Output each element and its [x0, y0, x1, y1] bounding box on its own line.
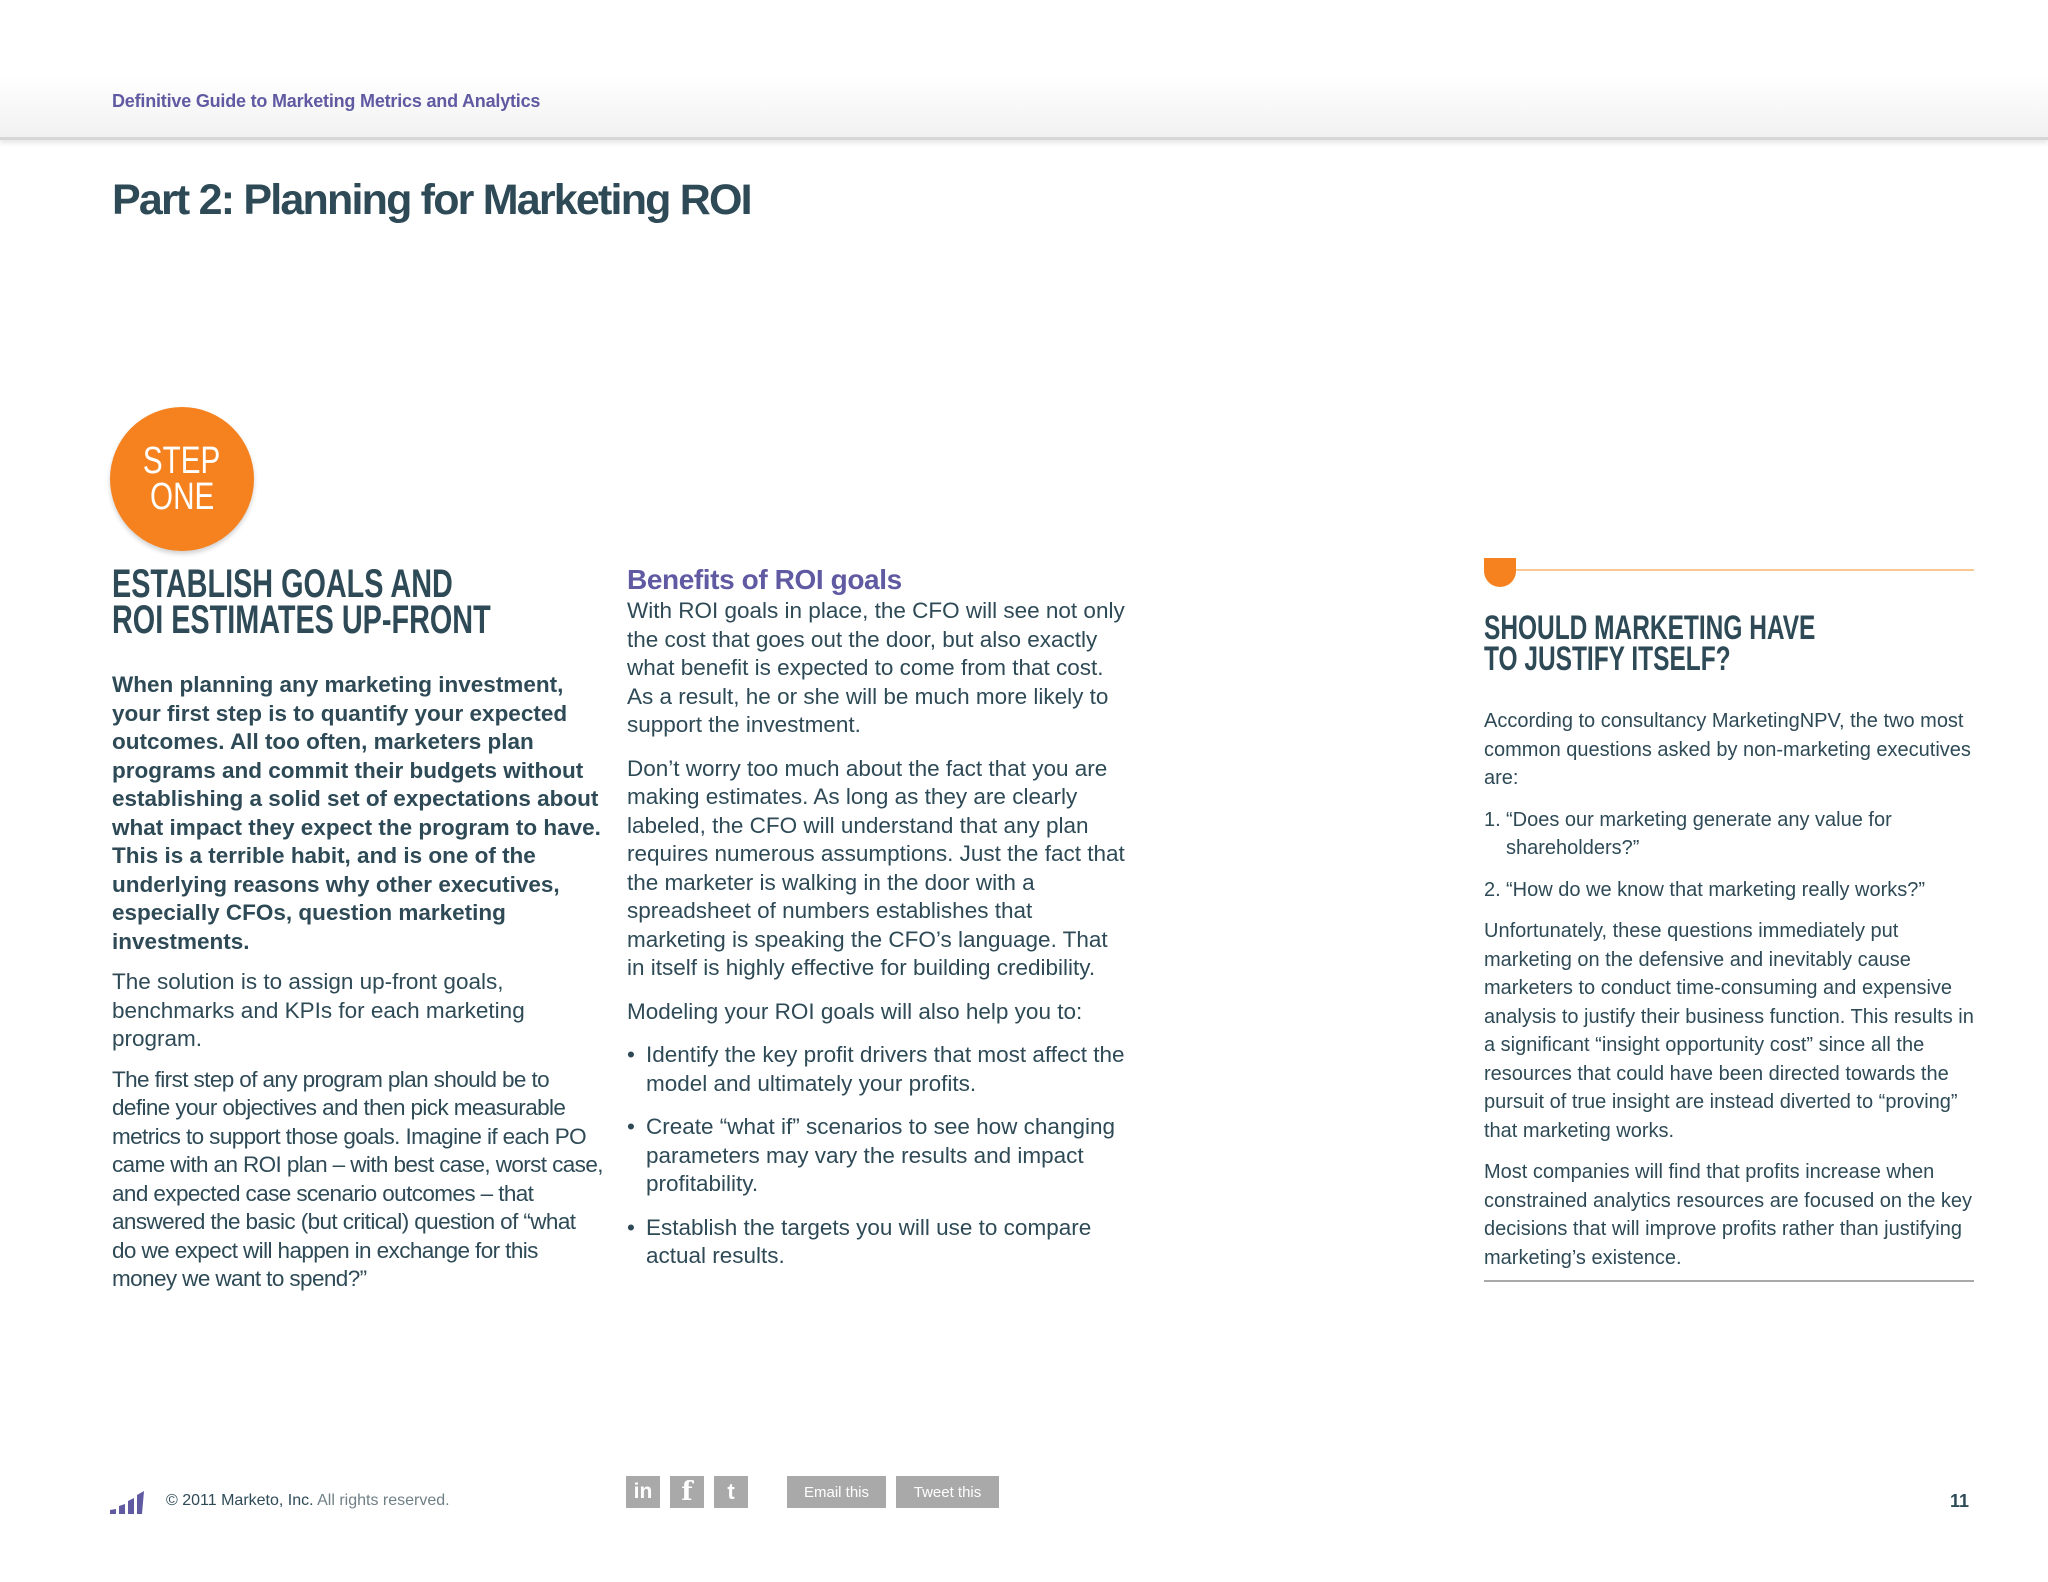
- column1-heading: [112, 562, 491, 642]
- list-item: • Create “what if” scenarios to see how changing parameters may vary the results and impact profitability.: [627, 1113, 1127, 1199]
- linkedin-icon[interactable]: in: [626, 1476, 660, 1508]
- column1-paragraph-2: The first step of any program plan should be to define your objectives and then pick measurable metrics to support those goals. Imagine if each PO came with an ROI plan – with best case, worst case, and expected case scenario outcomes – that answered the basic (but critical) question of “what do we expect will happen in exchange for this money we want to spend?”: [112, 1066, 603, 1291]
- sidebar-heading-line1: SHOULD MARKETING HAVE: [1484, 609, 1816, 647]
- marketo-logo-icon: [110, 1490, 148, 1514]
- facebook-icon[interactable]: f: [670, 1476, 704, 1508]
- questions-list: [1484, 806, 1976, 905]
- column1-paragraph-1: The solution is to assign up-front goals, benchmarks and KPIs for each marketing program.: [112, 969, 525, 1051]
- step-one-badge: [110, 407, 254, 551]
- sidebar-paragraph-1: Unfortunately, these questions immediately put marketing on the defensive and inevitably cause marketers to conduct time-consuming and expensive analysis to justify their business function. This results in a significant “insight opportunity cost” since all the resources that could have been directed towards the pursuit of true insight are instead diverted to “proving” that marketing works.: [1484, 920, 1974, 1142]
- twitter-icon[interactable]: t: [714, 1476, 748, 1508]
- step-badge-line1: STEP: [143, 440, 221, 482]
- column1-heading-line2: ROI ESTIMATES UP-FRONT: [112, 598, 491, 642]
- column1-heading-line1: ESTABLISH GOALS AND: [112, 562, 453, 606]
- column1-body: [112, 671, 604, 1306]
- email-this-button[interactable]: Email this: [787, 1476, 886, 1508]
- sidebar-heading-line2: TO JUSTIFY ITSELF?: [1484, 640, 1731, 678]
- list-item: [1484, 876, 1976, 905]
- sidebar-top-rule: [1484, 569, 1974, 571]
- sidebar-body: [1484, 707, 1976, 1285]
- list-item: • Establish the targets you will use to compare actual results.: [627, 1214, 1127, 1271]
- sidebar-intro: According to consultancy MarketingNPV, the two most common questions asked by non-marketing executives are:: [1484, 710, 1971, 789]
- column2-heading: Benefits of ROI goals: [627, 564, 902, 595]
- copyright-text: © 2011 Marketo, Inc.: [166, 1492, 314, 1509]
- page-number: 11: [1950, 1491, 1970, 1511]
- sidebar-paragraph-2: Most companies will find that profits increase when constrained analytics resources are focused on the key decisions that will improve profits rather than justifying marketing’s existence.: [1484, 1161, 1973, 1269]
- question-number: 1.: [1484, 808, 1501, 831]
- column2-body: [627, 563, 1127, 1286]
- rights-text: All rights reserved.: [317, 1492, 450, 1509]
- sidebar-orange-tab: [1484, 558, 1516, 587]
- copyright: [166, 1492, 450, 1510]
- benefits-list: [627, 1041, 1127, 1271]
- question-number: 2.: [1484, 878, 1501, 901]
- column2-paragraph-1: With ROI goals in place, the CFO will see not only the cost that goes out the door, but also exactly what benefit is expected to come from that cost. As a result, he or she will be much more likely to support the investment.: [627, 598, 1125, 737]
- column1-lead-paragraph: When planning any marketing investment, your first step is to quantify your expected outcomes. All too often, marketers plan programs and commit their budgets without establishing a solid set of expectations about what impact they expect the program to have. This is a terrible habit, and is one of the underlying reasons why other executives, especially CFOs, question marketing investments.: [112, 672, 601, 954]
- question-text: “How do we know that marketing really works?”: [1506, 878, 1926, 901]
- step-badge-line2: ONE: [149, 476, 215, 518]
- document-title: Definitive Guide to Marketing Metrics and Analytics: [112, 91, 541, 111]
- list-item: • Identify the key profit drivers that most affect the model and ultimately your profits.: [627, 1041, 1127, 1098]
- column2-paragraph-3: Modeling your ROI goals will also help you to:: [627, 998, 1083, 1024]
- question-text: “Does our marketing generate any value for shareholders?”: [1506, 808, 1892, 859]
- list-item: [1484, 806, 1976, 863]
- page-title: Part 2: Planning for Marketing ROI: [112, 176, 751, 224]
- column2-paragraph-2: Don’t worry too much about the fact that you are making estimates. As long as they are clearly labeled, the CFO will understand that any plan requires numerous assumptions. Just the fact that the marketer is walking in the door with a spreadsheet of numbers establishes that marketing is speaking the CFO’s language. That in itself is highly effective for building credibility.: [627, 755, 1125, 980]
- tweet-this-button[interactable]: Tweet this: [896, 1476, 999, 1508]
- header-band: [0, 0, 2048, 140]
- sidebar-heading: [1484, 609, 1816, 678]
- sidebar-bottom-rule: [1484, 1280, 1974, 1282]
